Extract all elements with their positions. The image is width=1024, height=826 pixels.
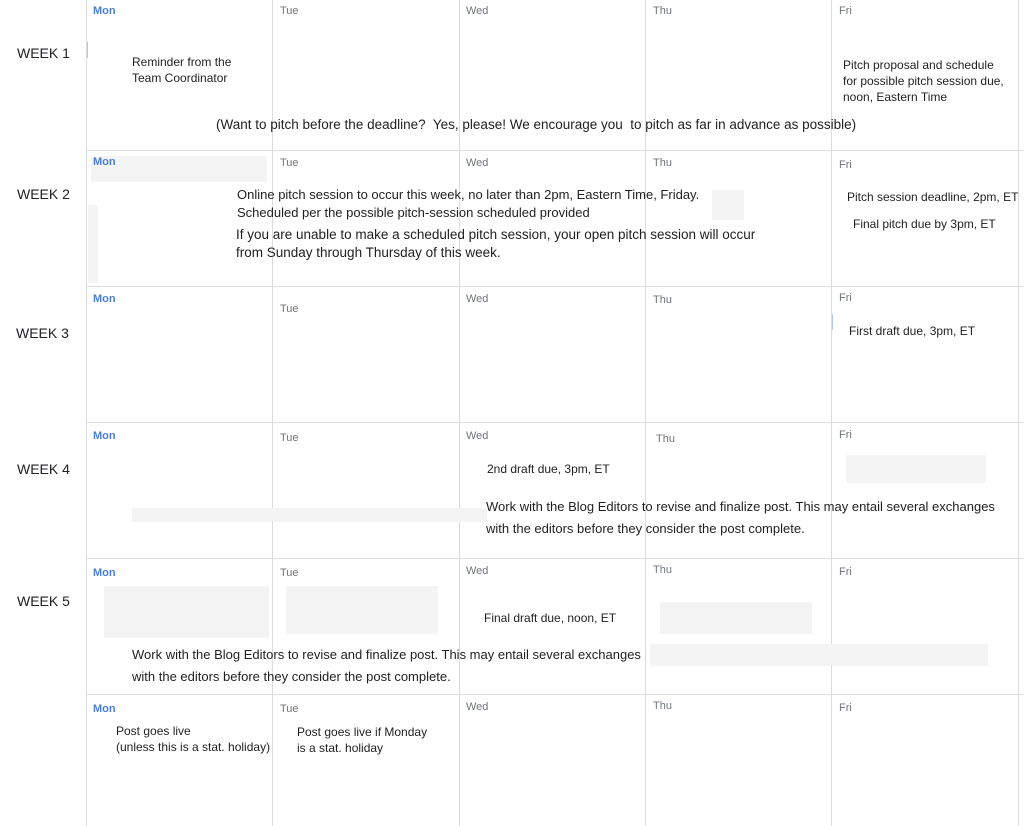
day-header-fri: Fri	[839, 566, 852, 578]
week-label-5: WEEK 5	[17, 593, 70, 609]
event-revise-with-editors[interactable]: Work with the Blog Editors to revise and finalize post. This may entail several exchanges with the editors before they consider the post complete.	[132, 647, 641, 684]
day-header-wed: Wed	[466, 430, 489, 442]
event-open-pitch-session[interactable]: If you are unable to make a scheduled pitch session, your open pitch session will occur from Sunday through Thursday of this week.	[236, 227, 756, 260]
day-header-wed: Wed	[466, 157, 489, 169]
event-second-draft-due[interactable]: 2nd draft due, 3pm, ET	[487, 462, 610, 476]
blank-event-block	[650, 644, 988, 666]
blank-event-block	[846, 455, 986, 483]
day-header-thu: Thu	[656, 433, 675, 445]
week-label-1: WEEK 1	[17, 45, 70, 61]
row-divider	[86, 422, 1024, 423]
blank-event-block	[286, 586, 438, 634]
row-divider	[86, 286, 1024, 287]
day-header-tue: Tue	[280, 703, 299, 715]
blank-event-block	[712, 190, 744, 220]
day-header-mon: Mon	[93, 703, 116, 715]
day-header-mon: Mon	[93, 567, 116, 579]
day-header-tue: Tue	[280, 303, 299, 315]
day-header-fri: Fri	[839, 5, 852, 17]
event-post-goes-live-alt[interactable]: Post goes live if Monday is a stat. holiday	[297, 725, 428, 755]
day-header-thu: Thu	[653, 157, 672, 169]
event-pitch-proposal-due[interactable]: Pitch proposal and schedule for possible pitch session due, noon, Eastern Time	[843, 58, 1004, 104]
week-label-4: WEEK 4	[17, 461, 70, 477]
event-revise-with-editors[interactable]: Work with the Blog Editors to revise and finalize post. This may entail several exchanges with the editors before they consider the post complete.	[486, 499, 995, 536]
event-final-draft-due[interactable]: Final draft due, noon, ET	[484, 611, 617, 625]
blank-event-block	[132, 508, 487, 522]
day-header-mon: Mon	[93, 293, 116, 305]
day-header-fri: Fri	[839, 159, 852, 171]
blank-event-block	[91, 156, 267, 182]
event-pitch-session-deadline[interactable]: Pitch session deadline, 2pm, ET	[847, 190, 1019, 204]
day-header-wed: Wed	[466, 293, 489, 305]
day-header-mon: Mon	[93, 5, 116, 17]
day-header-thu: Thu	[653, 564, 672, 576]
day-header-mon: Mon	[93, 430, 116, 442]
day-header-tue: Tue	[280, 157, 299, 169]
blank-event-block	[660, 602, 812, 634]
event-marker	[832, 314, 833, 330]
day-header-thu: Thu	[653, 5, 672, 17]
day-header-fri: Fri	[839, 702, 852, 714]
day-header-thu: Thu	[653, 294, 672, 306]
row-divider	[86, 558, 1024, 559]
day-header-tue: Tue	[280, 432, 299, 444]
grid-line-left	[86, 0, 87, 826]
row-divider	[86, 150, 1024, 151]
day-header-wed: Wed	[466, 701, 489, 713]
day-header-wed: Wed	[466, 5, 489, 17]
event-reminder-coordinator[interactable]: Reminder from the Team Coordinator	[132, 55, 232, 85]
day-header-fri: Fri	[839, 429, 852, 441]
grid-line-right	[1018, 0, 1019, 826]
blank-event-block	[104, 586, 269, 638]
event-marker	[87, 42, 88, 58]
day-header-tue: Tue	[280, 567, 299, 579]
blank-event-block	[88, 205, 98, 283]
event-final-pitch-due[interactable]: Final pitch due by 3pm, ET	[853, 217, 996, 231]
event-post-goes-live[interactable]: Post goes live (unless this is a stat. holiday)	[116, 724, 271, 754]
event-online-pitch-session[interactable]: Online pitch session to occur this week, no later than 2pm, Eastern Time, Friday. Scheduled per the possible pitch-session scheduled provided	[237, 187, 700, 220]
event-pitch-early-note[interactable]: (Want to pitch before the deadline? Yes, please! We encourage you to pitch as far in advance as possible)	[216, 117, 857, 132]
week-label-2: WEEK 2	[17, 186, 70, 202]
day-header-mon: Mon	[93, 156, 116, 168]
day-header-fri: Fri	[839, 292, 852, 304]
row-divider	[86, 694, 1024, 695]
week-label-3: WEEK 3	[16, 325, 69, 341]
event-first-draft-due[interactable]: First draft due, 3pm, ET	[849, 324, 976, 338]
day-header-tue: Tue	[280, 5, 299, 17]
day-header-thu: Thu	[653, 700, 672, 712]
day-header-wed: Wed	[466, 565, 489, 577]
